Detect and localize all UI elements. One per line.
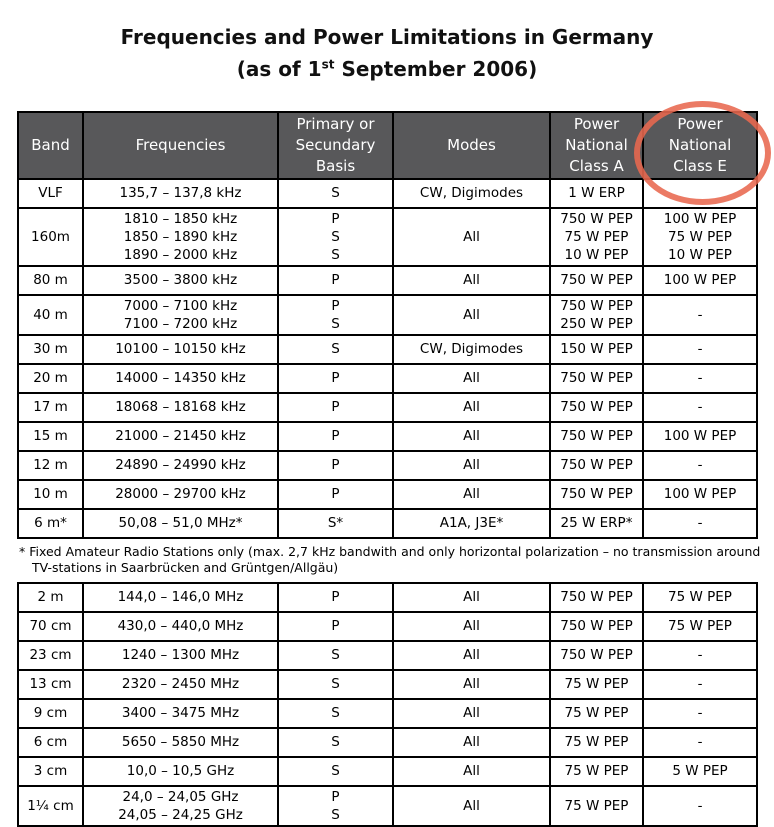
cell-freq: 24890 – 24990 kHz <box>83 451 278 480</box>
cell-classA: 750 W PEP <box>550 266 643 295</box>
cell-classE: - <box>643 295 757 335</box>
cell-freq: 5650 – 5850 MHz <box>83 728 278 757</box>
column-header-classE <box>643 112 757 179</box>
cell-classA: 750 W PEP <box>550 451 643 480</box>
cell-classE <box>643 208 757 266</box>
cell-band: 6 cm <box>18 728 83 757</box>
cell-basis: P <box>278 612 393 641</box>
cell-basis <box>278 786 393 826</box>
cell-classA: 750 W PEP <box>550 422 643 451</box>
cell-basis: P <box>278 480 393 509</box>
cell-line: Power <box>677 114 723 133</box>
cell-classA: 75 W PEP <box>550 786 643 826</box>
cell-line: 10 W PEP <box>564 246 629 263</box>
table-row <box>18 451 757 480</box>
cell-line: 250 W PEP <box>560 315 633 332</box>
cell-freq: 3400 – 3475 MHz <box>83 699 278 728</box>
cell-classA: 75 W PEP <box>550 728 643 757</box>
cell-line: 1810 – 1850 kHz <box>123 210 238 227</box>
cell-classE: - <box>643 699 757 728</box>
table-row <box>18 699 757 728</box>
cell-modes: All <box>393 670 550 699</box>
cell-band: 30 m <box>18 335 83 364</box>
cell-classA: 75 W PEP <box>550 757 643 786</box>
title-line2-prefix: (as of 1 <box>236 56 322 81</box>
cell-basis: S <box>278 641 393 670</box>
cell-basis: P <box>278 266 393 295</box>
cell-modes: All <box>393 422 550 451</box>
cell-line: S <box>331 315 340 332</box>
cell-line: 24,05 – 24,25 GHz <box>118 806 243 823</box>
table-row <box>18 786 757 826</box>
cell-classE <box>643 179 757 208</box>
vhf-table-body <box>18 583 757 826</box>
table-row <box>18 266 757 295</box>
cell-line: 750 W PEP <box>560 297 633 314</box>
title-line2 <box>237 57 537 81</box>
table-row <box>18 364 757 393</box>
cell-basis <box>278 295 393 335</box>
footnote: * Fixed Amateur Radio Stations only (max. 2,7 kHz bandwith and only horizontal polarization – no transmission around TV-stations in Saarbrücken and Grüntgen/Allgäu) <box>19 543 761 575</box>
cell-classA: 750 W PEP <box>550 393 643 422</box>
cell-freq <box>83 208 278 266</box>
cell-line: 1850 – 1890 kHz <box>123 228 238 245</box>
cell-classE: 5 W PEP <box>643 757 757 786</box>
cell-classE: - <box>643 641 757 670</box>
cell-line: S <box>331 246 340 263</box>
cell-classA: 750 W PEP <box>550 641 643 670</box>
cell-modes: All <box>393 641 550 670</box>
cell-modes: CW, Digimodes <box>393 179 550 208</box>
table-row <box>18 757 757 786</box>
cell-basis: S <box>278 757 393 786</box>
table-row <box>18 295 757 335</box>
header-row <box>18 112 757 179</box>
table-row <box>18 583 757 612</box>
cell-classE: 100 W PEP <box>643 422 757 451</box>
cell-freq: 430,0 – 440,0 MHz <box>83 612 278 641</box>
cell-modes: All <box>393 583 550 612</box>
cell-line: Frequencies <box>135 135 226 154</box>
table-row <box>18 641 757 670</box>
cell-band: 70 cm <box>18 612 83 641</box>
cell-classA: 1 W ERP <box>550 179 643 208</box>
table-row <box>18 335 757 364</box>
cell-modes: All <box>393 393 550 422</box>
cell-line: 75 W PEP <box>564 228 629 245</box>
hf-table-wrapper <box>17 111 757 539</box>
table-row <box>18 179 757 208</box>
cell-band: 20 m <box>18 364 83 393</box>
cell-classE: 100 W PEP <box>643 266 757 295</box>
cell-freq: 2320 – 2450 MHz <box>83 670 278 699</box>
cell-classE: - <box>643 393 757 422</box>
cell-line: Basis <box>315 156 356 175</box>
cell-classE: 75 W PEP <box>643 583 757 612</box>
cell-line: S <box>331 228 340 245</box>
cell-basis: P <box>278 393 393 422</box>
cell-classE: - <box>643 728 757 757</box>
cell-classE: - <box>643 451 757 480</box>
cell-freq: 1240 – 1300 MHz <box>83 641 278 670</box>
cell-band: 12 m <box>18 451 83 480</box>
cell-basis: P <box>278 364 393 393</box>
cell-freq: 18068 – 18168 kHz <box>83 393 278 422</box>
cell-modes: All <box>393 451 550 480</box>
cell-basis: S <box>278 179 393 208</box>
cell-line: National <box>668 135 732 154</box>
column-header-modes <box>393 112 550 179</box>
cell-classA: 150 W PEP <box>550 335 643 364</box>
cell-classA: 75 W PEP <box>550 699 643 728</box>
cell-band: 40 m <box>18 295 83 335</box>
cell-freq: 14000 – 14350 kHz <box>83 364 278 393</box>
cell-classE: 100 W PEP <box>643 480 757 509</box>
cell-freq: 135,7 – 137,8 kHz <box>83 179 278 208</box>
cell-line: P <box>331 210 340 227</box>
cell-band: 10 m <box>18 480 83 509</box>
title-line1: Frequencies and Power Limitations in Germany <box>120 25 654 49</box>
cell-classE: - <box>643 670 757 699</box>
table-row <box>18 480 757 509</box>
cell-band: 160m <box>18 208 83 266</box>
table-row <box>18 393 757 422</box>
cell-classA: 750 W PEP <box>550 612 643 641</box>
cell-line: P <box>331 297 340 314</box>
cell-band: VLF <box>18 179 83 208</box>
cell-basis: P <box>278 422 393 451</box>
cell-line: Power <box>573 114 620 133</box>
cell-classA: 750 W PEP <box>550 364 643 393</box>
cell-basis: P <box>278 583 393 612</box>
cell-line: Band <box>31 135 70 154</box>
cell-basis: S <box>278 670 393 699</box>
cell-classE: - <box>643 786 757 826</box>
cell-basis: S <box>278 335 393 364</box>
column-header-basis <box>278 112 393 179</box>
cell-line: Class A <box>569 156 624 175</box>
cell-band: 2 m <box>18 583 83 612</box>
cell-basis: S <box>278 728 393 757</box>
cell-basis: S <box>278 699 393 728</box>
table-row <box>18 422 757 451</box>
cell-classA: 750 W PEP <box>550 583 643 612</box>
cell-modes: All <box>393 480 550 509</box>
cell-modes: All <box>393 612 550 641</box>
cell-modes: All <box>393 728 550 757</box>
cell-line: 100 W PEP <box>663 210 737 227</box>
cell-line: P <box>331 788 340 805</box>
cell-line: 24,0 – 24,05 GHz <box>122 788 239 805</box>
cell-basis <box>278 208 393 266</box>
cell-freq <box>83 295 278 335</box>
cell-freq: 50,08 – 51,0 MHz* <box>83 509 278 538</box>
cell-classE: - <box>643 335 757 364</box>
cell-classA: 750 W PEP <box>550 480 643 509</box>
cell-basis: P <box>278 451 393 480</box>
cell-line: S <box>331 806 340 823</box>
cell-line: 7000 – 7100 kHz <box>123 297 238 314</box>
cell-classE: 75 W PEP <box>643 612 757 641</box>
cell-classA <box>550 208 643 266</box>
hf-table-body <box>18 179 757 538</box>
cell-line: 75 W PEP <box>668 228 732 245</box>
table-row <box>18 728 757 757</box>
cell-band: 1¼ cm <box>18 786 83 826</box>
cell-line: 750 W PEP <box>560 210 633 227</box>
document-page <box>0 24 774 827</box>
hf-table-header <box>18 112 757 179</box>
column-header-freq <box>83 112 278 179</box>
cell-line: Primary or <box>296 114 375 133</box>
cell-classE: - <box>643 364 757 393</box>
cell-modes: All <box>393 786 550 826</box>
title-ordinal-superscript: st <box>321 57 335 71</box>
cell-band: 23 cm <box>18 641 83 670</box>
cell-basis: S* <box>278 509 393 538</box>
table-row <box>18 509 757 538</box>
table-row <box>18 670 757 699</box>
cell-modes: All <box>393 208 550 266</box>
cell-freq <box>83 786 278 826</box>
cell-line: 10 W PEP <box>668 246 732 263</box>
cell-classA: 75 W PEP <box>550 670 643 699</box>
cell-band: 9 cm <box>18 699 83 728</box>
title-line2-suffix: September 2006) <box>334 56 538 81</box>
cell-line: 7100 – 7200 kHz <box>123 315 238 332</box>
cell-line: Secundary <box>295 135 376 154</box>
table-row <box>18 612 757 641</box>
cell-band: 15 m <box>18 422 83 451</box>
cell-modes: All <box>393 295 550 335</box>
cell-modes: All <box>393 266 550 295</box>
cell-band: 13 cm <box>18 670 83 699</box>
column-header-classA <box>550 112 643 179</box>
cell-freq: 21000 – 21450 kHz <box>83 422 278 451</box>
cell-modes: CW, Digimodes <box>393 335 550 364</box>
table-row <box>18 208 757 266</box>
cell-modes: All <box>393 364 550 393</box>
cell-modes: A1A, J3E* <box>393 509 550 538</box>
cell-line: 1890 – 2000 kHz <box>123 246 238 263</box>
cell-classA: 25 W ERP* <box>550 509 643 538</box>
cell-band: 80 m <box>18 266 83 295</box>
cell-band: 17 m <box>18 393 83 422</box>
column-header-band <box>18 112 83 179</box>
cell-line: Modes <box>447 135 496 154</box>
cell-modes: All <box>393 699 550 728</box>
cell-line: Class E <box>673 156 727 175</box>
page-title <box>10 24 764 83</box>
cell-freq: 28000 – 29700 kHz <box>83 480 278 509</box>
cell-line: National <box>565 135 628 154</box>
cell-classA <box>550 295 643 335</box>
cell-band: 3 cm <box>18 757 83 786</box>
cell-freq: 10,0 – 10,5 GHz <box>83 757 278 786</box>
cell-freq: 3500 – 3800 kHz <box>83 266 278 295</box>
cell-freq: 10100 – 10150 kHz <box>83 335 278 364</box>
hf-frequency-table <box>17 111 758 539</box>
cell-classE: - <box>643 509 757 538</box>
vhf-frequency-table <box>17 582 758 827</box>
cell-band: 6 m* <box>18 509 83 538</box>
cell-modes: All <box>393 757 550 786</box>
cell-freq: 144,0 – 146,0 MHz <box>83 583 278 612</box>
